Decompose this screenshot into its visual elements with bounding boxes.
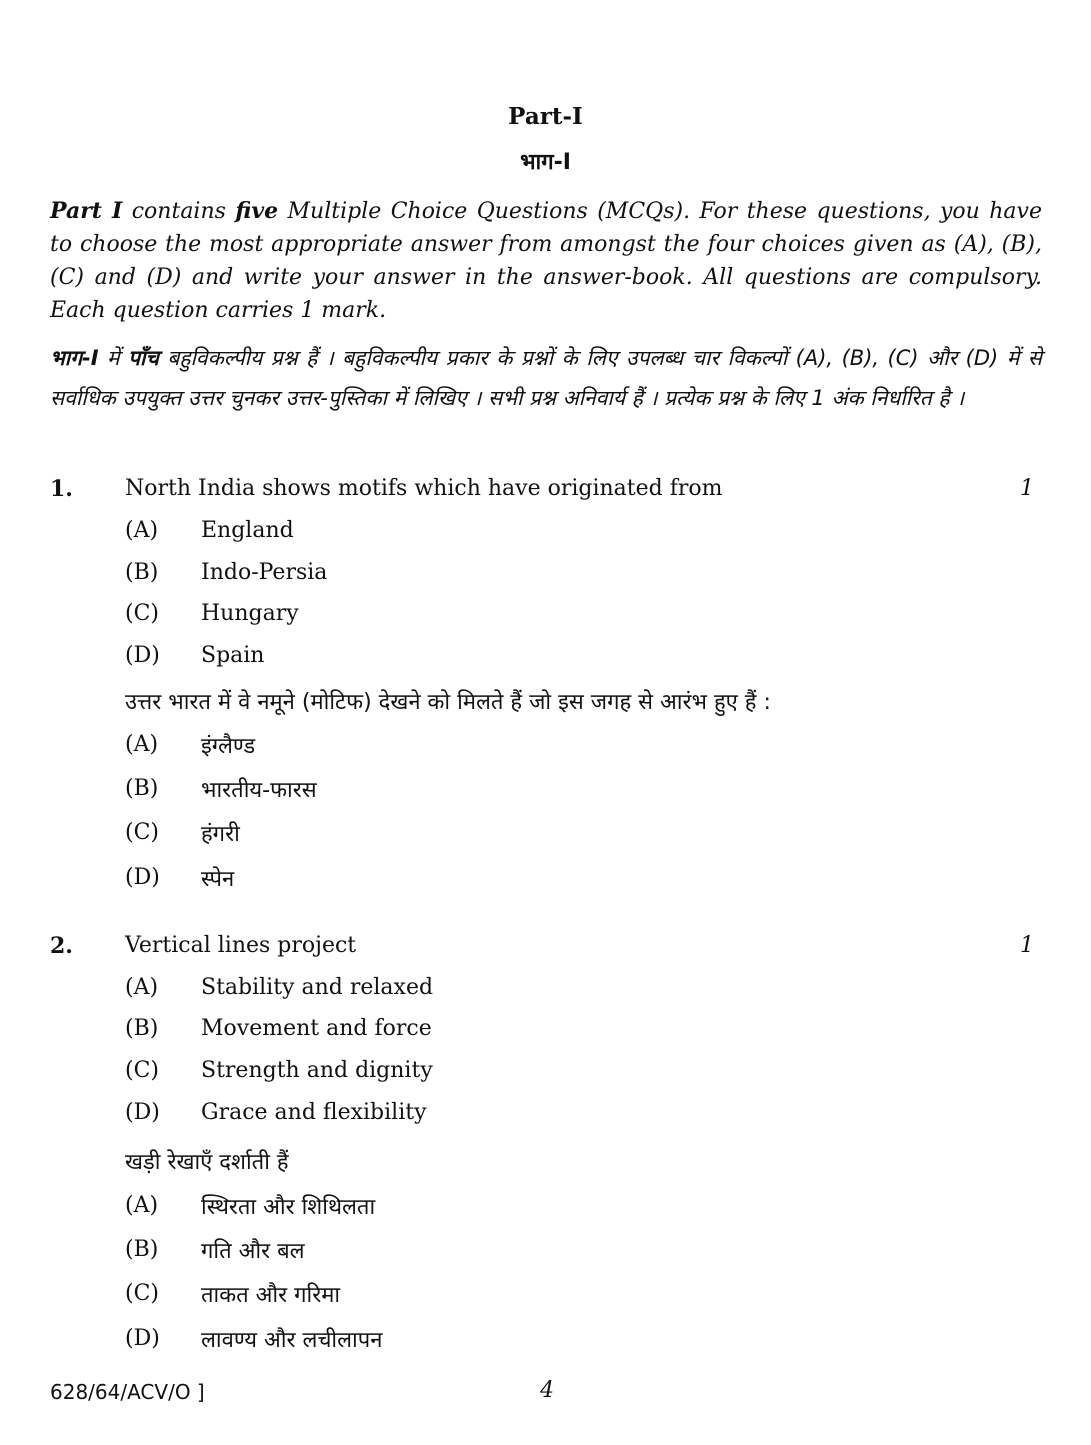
q1-option-a-hindi-label: (A) (125, 732, 159, 757)
q1-option-a-hindi-text: इंग्लैण्ड (201, 734, 256, 759)
question-2-text-hindi: खड़ी रेखाएँ दर्शाती हैं (125, 1150, 289, 1175)
q1-option-a-text: England (201, 518, 294, 543)
q1-option-b-label: (B) (125, 560, 159, 585)
paper-code: 628/64/ACV/O ] (50, 1380, 205, 1404)
instructions-hindi-bold-count: पाँच (128, 346, 159, 370)
instructions-english-text-1: contains (122, 199, 236, 224)
q1-option-b-hindi-text: भारतीय-फारस (201, 778, 317, 803)
q1-option-c-hindi-label: (C) (125, 820, 159, 845)
instructions-hindi (50, 338, 1042, 418)
instructions-english-bold-count: five (235, 198, 279, 224)
q1-option-d-hindi-text: स्पेन (201, 867, 235, 892)
question-1-text-hindi: उत्तर भारत में वे नमूने (मोटिफ) देखने को मिलते हैं जो इस जगह से आरंभ हुए हैं : (125, 690, 771, 715)
q1-option-d-label: (D) (125, 643, 160, 668)
instructions-hindi-text-2: बहुविकल्पीय प्रश्न हैं । बहुविकल्पीय प्रकार के प्रश्नों के लिए उपलब्ध चार विकल्पों (A), (B), (C) और (D) में से सर्वाधिक उपयुक्त उत्तर चुनकर उत्तर-पुस्तिका में लिखिए । सभी प्रश्न अनिवार्य हैं । प्रत्येक प्रश्न के लिए 1 अंक निर्धारित है । (50, 346, 1042, 410)
instructions-hindi-bold-part: भाग-I (50, 346, 99, 370)
question-1-number: 1. (50, 476, 73, 502)
q2-option-c-hindi-text: ताकत और गरिमा (201, 1283, 341, 1308)
q1-option-d-text: Spain (201, 643, 265, 668)
question-2-text: Vertical lines project (125, 933, 357, 958)
q2-option-d-hindi-label: (D) (125, 1326, 160, 1351)
q2-option-d-text: Grace and flexibility (201, 1100, 427, 1125)
q2-option-b-label: (B) (125, 1016, 159, 1041)
question-1-text: North India shows motifs which have originated from (125, 476, 723, 501)
question-2-marks: 1 (1020, 933, 1034, 958)
q1-option-d-hindi-label: (D) (125, 865, 160, 890)
instructions-english-text-2: Multiple Choice Questions (MCQs). For these questions, you have to choose the most appropriate answer from amongst the four choices given as (A), (B), (C) and (D) and write your answer in the answer-book. All questions are compulsory. Each question carries 1 mark. (50, 199, 1042, 323)
q1-option-c-label: (C) (125, 601, 159, 626)
q1-option-b-text: Indo-Persia (201, 560, 328, 585)
part-title-hindi: भाग-I (520, 150, 571, 175)
q2-option-d-hindi-text: लावण्य और लचीलापन (201, 1328, 383, 1353)
q2-option-c-hindi-label: (C) (125, 1281, 159, 1306)
q2-option-b-hindi-label: (B) (125, 1237, 159, 1262)
question-1-marks: 1 (1020, 476, 1034, 501)
q2-option-b-hindi-text: गति और बल (201, 1239, 305, 1264)
instructions-hindi-text-1: में (98, 346, 129, 370)
page-number: 4 (540, 1378, 554, 1403)
q2-option-c-label: (C) (125, 1058, 159, 1083)
q2-option-d-label: (D) (125, 1100, 160, 1125)
instructions-english-bold-part: Part I (50, 198, 123, 224)
q1-option-c-hindi-text: हंगरी (201, 822, 240, 847)
q1-option-b-hindi-label: (B) (125, 776, 159, 801)
q2-option-a-hindi-label: (A) (125, 1193, 159, 1218)
q2-option-a-label: (A) (125, 975, 159, 1000)
q1-option-a-label: (A) (125, 518, 159, 543)
instructions-english (50, 195, 1042, 327)
q1-option-c-text: Hungary (201, 601, 299, 626)
q2-option-b-text: Movement and force (201, 1016, 432, 1041)
q2-option-a-hindi-text: स्थिरता और शिथिलता (201, 1195, 376, 1220)
question-2-number: 2. (50, 933, 73, 959)
part-title: Part-I (508, 103, 583, 130)
q2-option-c-text: Strength and dignity (201, 1058, 433, 1083)
q2-option-a-text: Stability and relaxed (201, 975, 434, 1000)
